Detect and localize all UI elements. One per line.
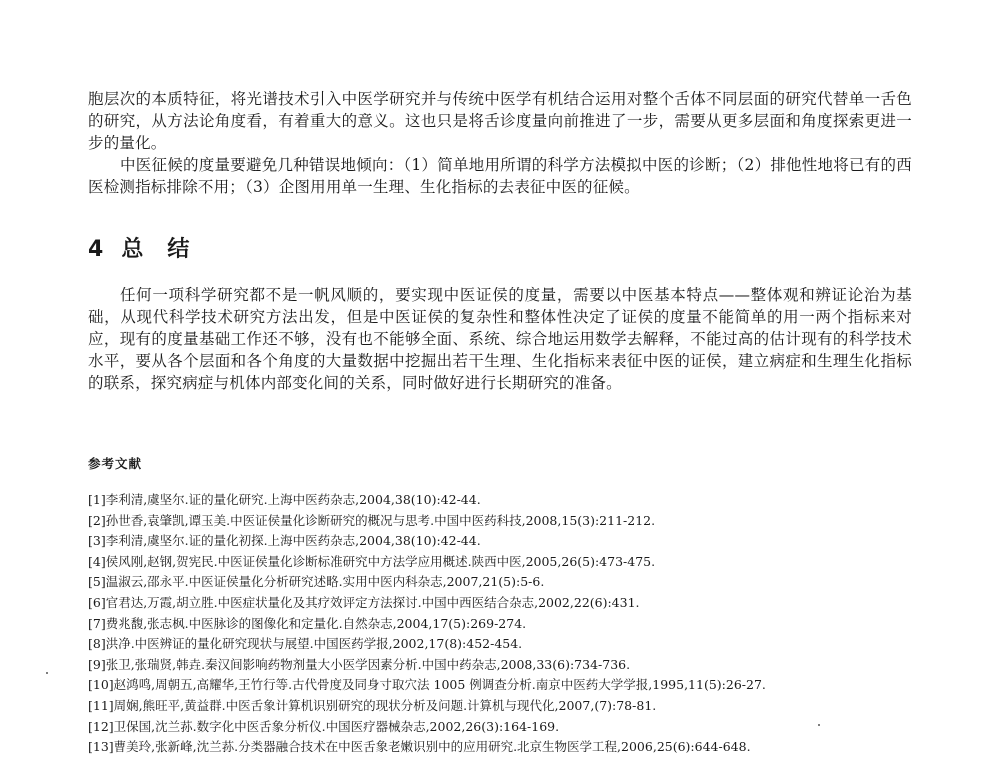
references-title: 参考文献: [88, 456, 143, 471]
reference-item: [8]洪净.中医辨证的量化研究现状与展望.中国医药学报,2002,17(8):452-454.: [88, 636, 523, 652]
reference-item: [12]卫保国,沈兰荪.数字化中医舌象分析仪.中国医疗器械杂志,2002,26(3):164-169.: [88, 718, 560, 734]
paragraph-spectral-tongue: 胞层次的本质特征，将光谱技术引入中医学研究并与传统中医学有机结合运用对整个舌体不同层面的研究代替单一舌色的研究，从方法论角度看，有着重大的意义。这也只是将舌诊度量向前推进了一步，需要从更多层面和角度探索更进一步的量化。: [88, 90, 912, 152]
reference-item: [7]费兆馥,张志枫.中医脉诊的图像化和定量化.自然杂志,2004,17(5):269-274.: [88, 615, 527, 631]
reference-item: [13]曹美玲,张新峰,沈兰荪.分类器融合技术在中医舌象老嫩识别中的应用研究.北京生物医学工程,2006,25(6):644-648.: [88, 739, 751, 755]
reference-item: [11]周娴,熊旺平,黄益群.中医舌象计算机识别研究的现状分析及问题.计算机与现代化,2007,(7):78-81.: [88, 697, 657, 713]
scan-speck: [46, 672, 48, 674]
reference-item: [5]温淑云,邵永平.中医证侯量化分析研究述略.实用中医内科杂志,2007,21(5):5-6.: [88, 574, 545, 590]
reference-item: [6]官君达,万霞,胡立胜.中医症状量化及其疗效评定方法探讨.中国中西医结合杂志,2002,22(6):431.: [88, 594, 640, 610]
reference-item: [4]侯风刚,赵钢,贺宪民.中医证侯量化诊断标准研究中方法学应用概述.陕西中医,2005,26(5):473-475.: [88, 553, 656, 569]
reference-item: [9]张卫,张瑞贤,韩垚.秦汉间影响药物剂量大小医学因素分析.中国中药杂志,2008,33(6):734-736.: [88, 656, 631, 672]
reference-list: [88, 490, 918, 758]
paragraph-conclusion: 任何一项科学研究都不是一帆风顺的，要实现中医证侯的度量，需要以中医基本特点——整体观和辨证论治为基础，从现代科学技术研究方法出发，但是中医证侯的复杂性和整体性决定了证侯的度量不能简单的用一两个指标来对应，现有的度量基础工作还不够，没有也不能够全面、系统、综合地运用数学去解释，不能过高的估计现有的科学技术水平，要从各个层面和各个角度的大量数据中挖掘出若干生理、生化指标来表征中医的证侯，建立病症和生理生化指标的联系，探究病症与机体内部变化间的关系，同时做好进行长期研究的准备。: [88, 286, 912, 392]
section-heading: [88, 232, 191, 263]
reference-item: [3]李利清,虞坚尔.证的量化初探.上海中医药杂志,2004,38(10):42-44.: [88, 533, 481, 549]
section-title-char-2: 结: [167, 237, 192, 262]
paragraph-measurement-pitfalls: 中医征候的度量要避免几种错误地倾向：（1）简单地用所谓的科学方法模拟中医的诊断；（2）排他性地将已有的西医检测指标排除不用；（3）企图用用单一生理、生化指标的去表征中医的征候。: [88, 156, 912, 196]
scan-speck: [818, 724, 820, 726]
reference-item: [2]孙世香,袁肇凯,谭玉美.中医证侯量化诊断研究的概况与思考.中国中医药科技,2008,15(3):211-212.: [88, 512, 656, 528]
reference-item: [1]李利清,虞坚尔.证的量化研究.上海中医药杂志,2004,38(10):42-44.: [88, 492, 481, 507]
section-title-char-1: 总: [121, 237, 146, 262]
reference-item: [10]赵鸿鸣,周朝五,高耀华,王竹行等.古代骨度及同身寸取穴法 1005 例调查分析.南京中医药大学学报,1995,11(5):26-27.: [88, 677, 766, 693]
section-number: 4: [88, 237, 106, 262]
